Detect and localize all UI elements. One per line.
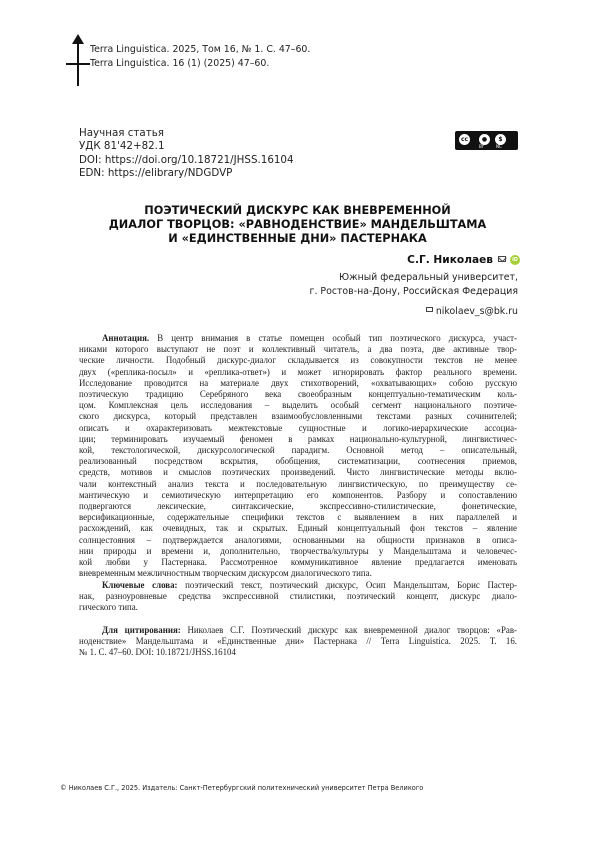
cc-icon: cc [458, 133, 471, 146]
abstract-line: никами которого выступают не поэт и коллективный читатель, а два поэта, две активные твор- [79, 344, 517, 355]
author-name: С.Г. Николаев [407, 254, 493, 266]
envelope-icon[interactable] [498, 256, 506, 262]
abstract-line: кой, текстологической, дискурсологической парадигм. Основной метод – описательный, [79, 445, 517, 456]
keywords-line: Ключевые слова: поэтический текст, поэтический дискурс, Осип Мандельштам, Борис Пастер- [102, 580, 517, 590]
abstract-line: солнцестояния – подтверждается аналогиями, основанными на общности признаков в описа- [79, 534, 517, 545]
orcid-icon[interactable]: iD [510, 255, 520, 265]
article-title [60, 204, 535, 246]
keywords-line: гического типа. [79, 602, 138, 613]
abstract-line: чали контекстный анализ текста и последовательную лингвистическую, по преимуществу се- [79, 478, 517, 489]
abstract-line: вневременным межличностным творческим дискурсом диалогического типа. [79, 568, 372, 579]
citation-label: Для цитирования: [102, 625, 181, 635]
journal-citation-en: Terra Linguistica. 16 (1) (2025) 47–60. [90, 58, 270, 69]
header-arrow-bar-icon [66, 63, 90, 65]
abstract-line: двух («реплика-посыл» и «реплика-ответ») и может игнорировать фактор реального времени. [79, 366, 517, 377]
title-line: ПОЭТИЧЕСКИЙ ДИСКУРС КАК ВНЕВРЕМЕННОЙ [144, 204, 451, 217]
abstract-line: подвергаются лексические, синтаксические, экспрессивно-стилистические, фонетические, [79, 501, 517, 512]
abstract-line: ческие личности. Подобный дискурс-диалог складывается из совокупности текстов не менее [79, 355, 517, 366]
abstract-line: Аннотация. В центр внимания в статье помещен особый тип поэтического дискурса, участ- [102, 333, 517, 343]
abstract-line: поэтическую традицию Серебряного века своеобразным концептуально-тематическим коль- [79, 389, 517, 400]
abstract-line: ции; терминировать изучаемый феномен в рамках национально-культурной, лингвистичес- [79, 433, 517, 444]
abstract [79, 333, 517, 579]
header-arrow-head-icon [72, 34, 84, 44]
citation-line: № 1. С. 47–60. DOI: 10.18721/JHSS.16104 [79, 647, 236, 658]
abstract-line: мантическую и семиотическую интерпретацию его компонентов. Разбору и сопоставлению [79, 489, 517, 500]
title-line: ДИАЛОГ ТВОРЦОВ: «РАВНОДЕНСТВИЕ» МАНДЕЛЬШТАМА [108, 218, 487, 231]
abstract-line: средств, мотивов и смыслов поэтических произведений. Чисто лингвистические методы вклю- [79, 467, 517, 478]
article-meta [79, 127, 294, 180]
by-label: BY [479, 144, 484, 149]
edn-link[interactable]: EDN: https://elibrary/NDGDVP [79, 166, 233, 179]
citation-line: ноденствие» Мандельштама и «Единственные дни» Пастернака // Terra Linguistica. 2025. Т. 16. [79, 636, 517, 647]
abstract-label: Аннотация. [102, 333, 150, 343]
by-person-icon: ● [478, 133, 491, 146]
abstract-line: описать и охарактеризовать межтекстовые сущностные и логико-иерархические ассоциа- [79, 422, 517, 433]
udk-code: УДК 81'42+82.1 [79, 140, 165, 153]
journal-citation-ru: Terra Linguistica. 2025, Том 16, № 1. С. 47–60. [90, 44, 311, 55]
envelope-icon [426, 307, 433, 312]
header-arrow-icon [77, 38, 79, 86]
abstract-line: цом. Комплексная цель исследования – выделить особый сегмент национального поэтиче- [79, 400, 517, 411]
abstract-line: ского дискурса, который представлен взаимообусловленными текстами разных сочинителей; [79, 411, 517, 422]
running-header [0, 38, 595, 88]
affiliation-line: г. Ростов-на-Дону, Российская Федерация [309, 285, 518, 297]
cc-by-nc-icon[interactable] [455, 131, 518, 150]
abstract-line: версификационные, содержательные специфики текстов с выявлением в них параллелей и [79, 512, 517, 523]
abstract-line: кой любви у Пастернака. Рассмотренное коммуникативное явление предлагается именовать [79, 557, 517, 568]
author-email-row [426, 306, 518, 317]
title-line: И «ЕДИНСТВЕННЫЕ ДНИ» ПАСТЕРНАКА [168, 232, 427, 245]
citation-line: Для цитирования: Николаев С.Г. Поэтический дискурс как вневременной диалог творцов: «Рав- [102, 625, 517, 635]
keywords [79, 580, 517, 614]
article-type: Научная статья [79, 127, 164, 139]
copyright-footer: © Николаев С.Г., 2025. Издатель: Санкт-Петербургский политехнический университет Петра Великого [60, 784, 424, 792]
abstract-line: реализованный посредством вскрытия, обобщения, систематизации, соотнесения приемов, [79, 456, 517, 467]
abstract-line: расхождений, как очевидных, так и скрытых. Единый концептуальный фон текстов – явление [79, 523, 517, 534]
abstract-line: нии природы и времени и, дополнительно, творчества/культуры у Мандельштама и человечес- [79, 545, 517, 556]
author-email[interactable]: nikolaev_s@bk.ru [435, 306, 518, 317]
author-affiliation [310, 271, 518, 298]
doi-link[interactable]: DOI: https://doi.org/10.18721/JHSS.16104 [79, 153, 294, 166]
citation [79, 625, 517, 659]
keywords-line: нак, разноуровневые средства экспрессивной стилистики, поэтический концепт, дискурс диало- [79, 591, 517, 602]
nc-label: NC [496, 144, 502, 149]
nc-dollar-icon: $ [494, 133, 507, 146]
affiliation-line: Южный федеральный университет, [339, 272, 518, 283]
keywords-label: Ключевые слова: [102, 580, 178, 590]
abstract-line: Исследование проводится на материале двух стихотворений, «охватывающих» собою русскую [79, 377, 517, 388]
